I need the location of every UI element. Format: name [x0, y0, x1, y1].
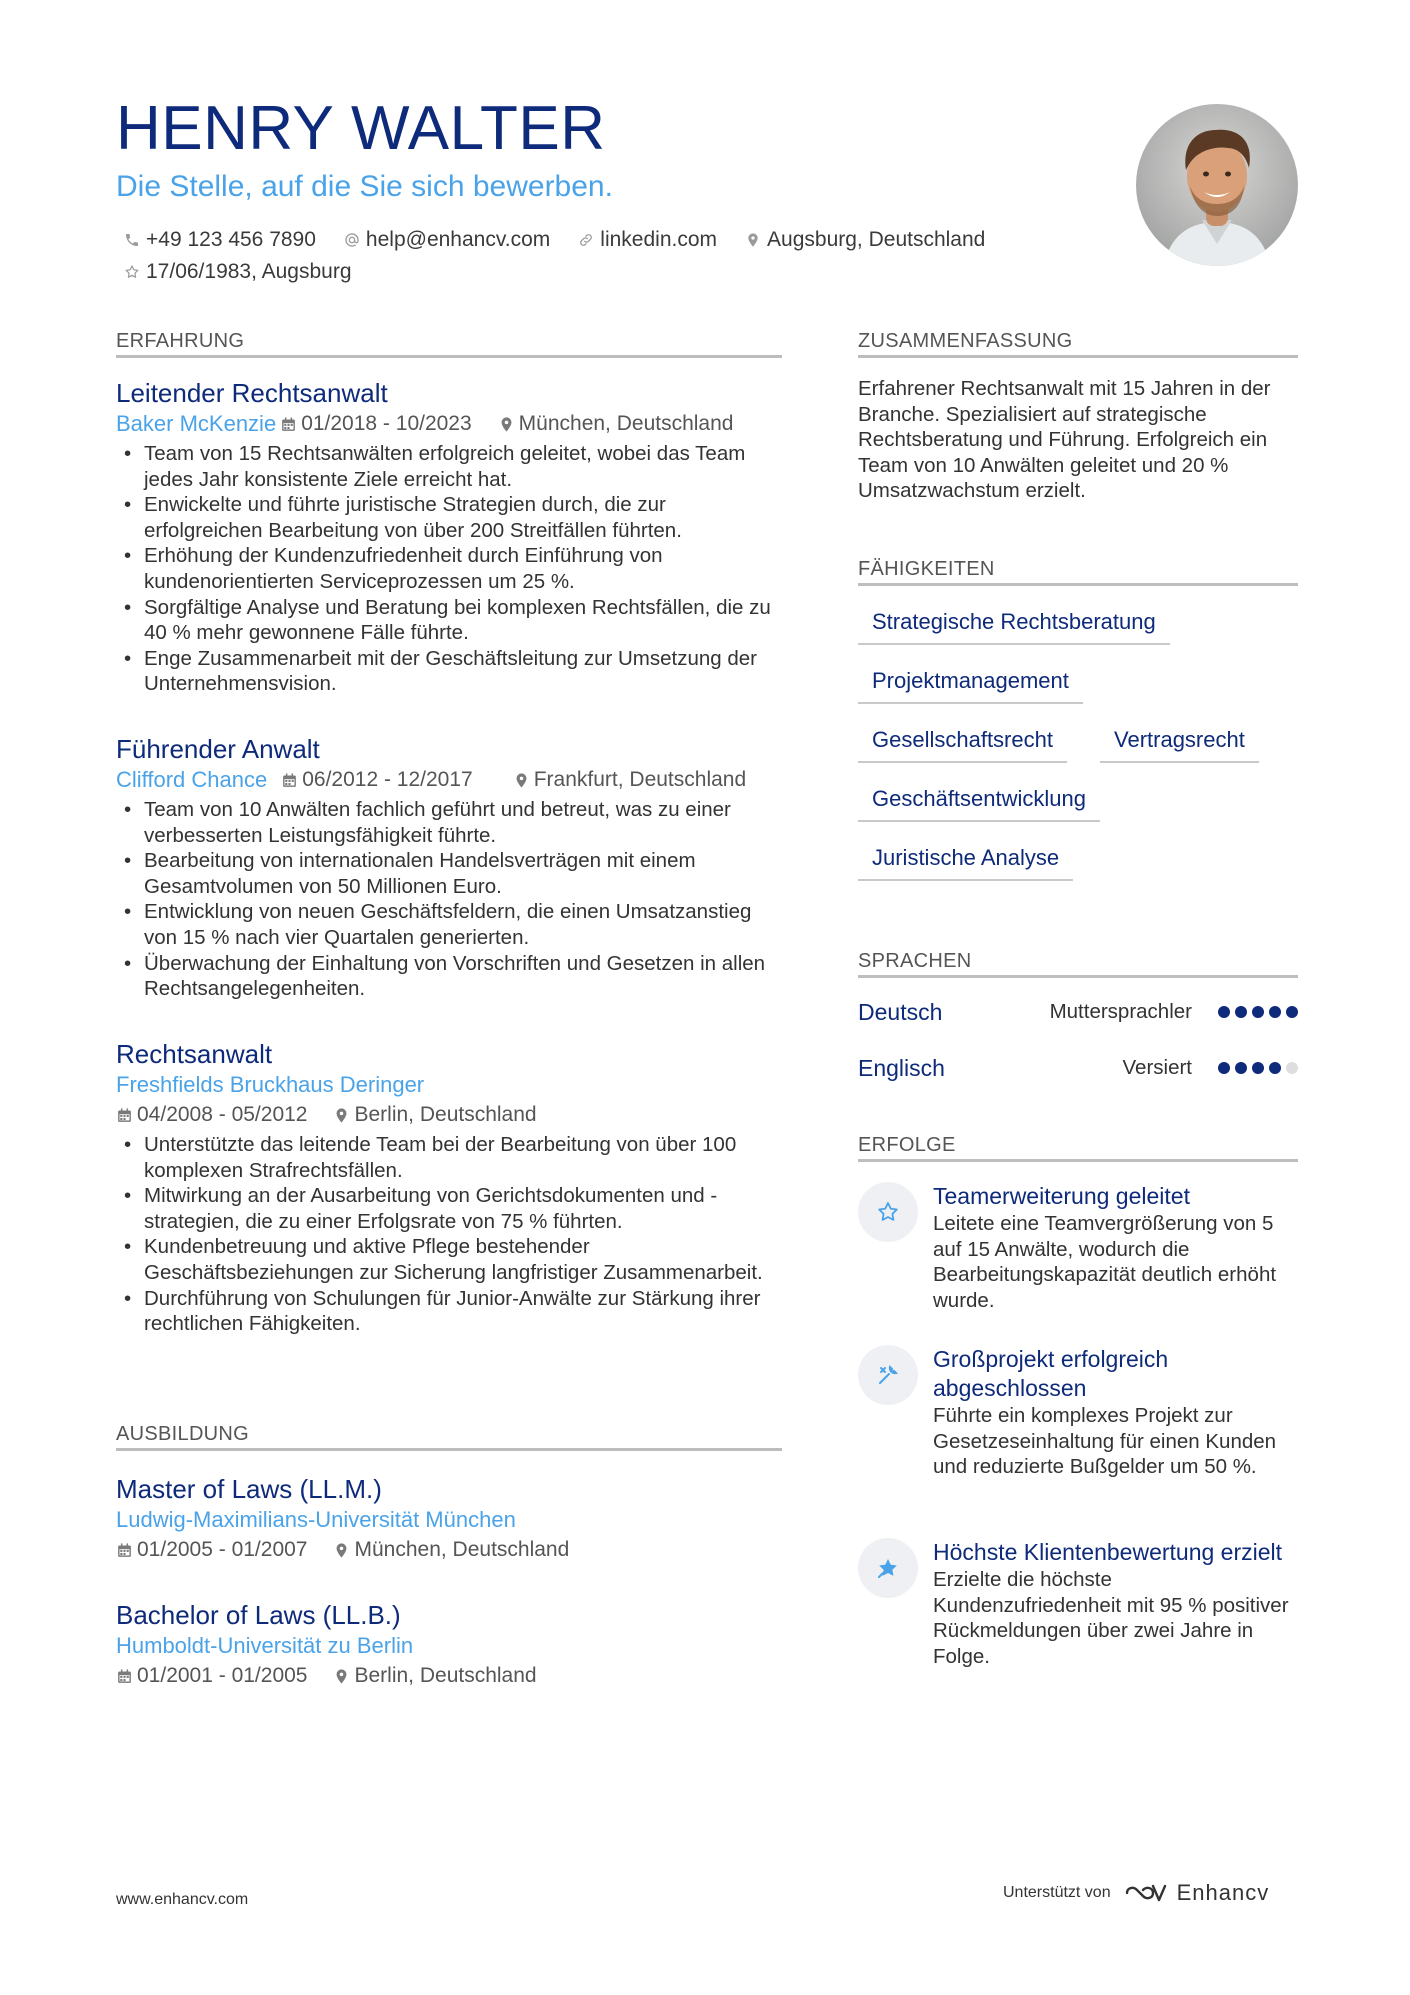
experience-item [116, 1038, 782, 1337]
job-bullet: • Enwickelte und führte juristische Strategien durch, die zur erfolgreichen Bearbeitung von über 200 Streitfällen führten. [116, 492, 782, 543]
contact-email[interactable]: help@enhancv.com [342, 228, 550, 252]
map-pin-icon [513, 772, 530, 789]
link-icon [576, 230, 596, 250]
candidate-name: HENRY WALTER [116, 94, 606, 163]
job-bullet: • Team von 10 Anwälten fachlich geführt und betreut, was zu einer verbesserten Leistungsfähigkeit führte. [116, 797, 782, 848]
education-dates: 01/2005 - 01/2007 [137, 1538, 308, 1561]
education-item [116, 1473, 782, 1565]
job-location: Berlin, Deutschland [354, 1103, 537, 1126]
job-bullet: • Bearbeitung von internationalen Handelsverträgen mit einem Gesamtvolumen von 50 Millionen Euro. [116, 848, 782, 899]
education-dates: 01/2001 - 01/2005 [137, 1664, 308, 1687]
degree-title: Master of Laws (LL.M.) [116, 1474, 382, 1504]
job-bullet: • Unterstützte das leitende Team bei der Bearbeitung von über 100 komplexen Strafrechtsfällen. [116, 1132, 782, 1183]
language-rating [1213, 1062, 1298, 1074]
calendar-icon [116, 1542, 133, 1559]
contact-birth: 17/06/1983, Augsburg [122, 260, 352, 284]
tools-icon [858, 1345, 918, 1405]
rating-dot-filled [1269, 1062, 1281, 1074]
education-item [116, 1599, 782, 1691]
phone-icon [122, 230, 142, 250]
education-location: Berlin, Deutschland [354, 1664, 537, 1687]
language-item [858, 996, 1298, 1028]
star-outline-icon [858, 1182, 918, 1242]
degree-title: Bachelor of Laws (LL.B.) [116, 1600, 401, 1630]
job-bullet: • Mitwirkung an der Ausarbeitung von Gerichtsdokumenten und -strategien, die zu einer Erfolgsrate von 75 % führten. [116, 1183, 782, 1234]
footer-branding [1003, 1880, 1269, 1906]
job-dates: 06/2012 - 12/2017 [302, 768, 473, 791]
rating-dot-filled [1286, 1006, 1298, 1018]
company-name: Baker McKenzie [116, 411, 277, 436]
rating-dot-filled [1269, 1006, 1281, 1018]
section-header-skills: FÄHIGKEITEN [858, 558, 1298, 586]
rating-dot-filled [1252, 1062, 1264, 1074]
job-bullet: • Sorgfältige Analyse und Beratung bei komplexen Rechtsfällen, die zu 40 % mehr gewonnene Fälle führte. [116, 595, 782, 646]
job-bullet: • Durchführung von Schulungen für Junior-Anwälte zur Stärkung ihrer rechtlichen Fähigkeiten. [116, 1286, 782, 1337]
experience-item [116, 377, 782, 697]
language-item [858, 1052, 1298, 1084]
brand-name: Enhancv [1176, 1880, 1270, 1905]
job-bullet: • Kundenbetreuung und aktive Pflege bestehender Geschäftsbeziehungen zur Sicherung langfristiger Zusammenarbeit. [116, 1234, 782, 1285]
school-name: Humboldt-Universität zu Berlin [116, 1633, 414, 1658]
language-name: Deutsch [858, 998, 943, 1025]
section-header-education: AUSBILDUNG [116, 1423, 782, 1451]
job-bullet: • Enge Zusammenarbeit mit der Geschäftsleitung zur Umsetzung der Unternehmensvision. [116, 646, 782, 697]
job-bullet: • Team von 15 Rechtsanwälten erfolgreich geleitet, wobei das Team jedes Jahr konsistente Ziele erreicht hat. [116, 441, 782, 492]
section-header-achievements: ERFOLGE [858, 1134, 1298, 1162]
job-location: Frankfurt, Deutschland [533, 768, 747, 791]
rating-dot-filled [1235, 1006, 1247, 1018]
target-position: Die Stelle, auf die Sie sich bewerben. [116, 170, 613, 203]
language-level: Muttersprachler [1049, 1000, 1192, 1023]
school-name: Ludwig-Maximilians-Universität München [116, 1507, 516, 1532]
achievement-description: Leitete eine Teamvergrößerung von 5 auf 15 Anwälte, wodurch die Bearbeitungskapazität deutlich erhöht wurde. [933, 1212, 1277, 1312]
company-name: Clifford Chance [116, 767, 268, 792]
language-rating [1213, 1006, 1298, 1018]
contact-location: Augsburg, Deutschland [743, 228, 985, 252]
contact-phone: +49 123 456 7890 [122, 228, 316, 252]
contact-linkedin[interactable]: linkedin.com [576, 228, 717, 252]
company-name: Freshfields Bruckhaus Deringer [116, 1072, 425, 1097]
section-header-languages: SPRACHEN [858, 950, 1298, 978]
calendar-icon [116, 1668, 133, 1685]
enhancv-logo-icon [1123, 1881, 1169, 1905]
map-pin-icon [333, 1668, 350, 1685]
skill-tag: Geschäftsentwicklung [858, 784, 1100, 822]
job-bullet: • Entwicklung von neuen Geschäftsfeldern, die einen Umsatzanstieg von 15 % nach vier Quartalen generierten. [116, 899, 782, 950]
skill-tag: Projektmanagement [858, 666, 1083, 704]
experience-item [116, 733, 782, 1002]
map-pin-icon [743, 230, 763, 250]
map-pin-icon [333, 1542, 350, 1559]
section-header-summary: ZUSAMMENFASSUNG [858, 330, 1298, 358]
section-header-experience: ERFAHRUNG [116, 330, 782, 358]
language-level: Versiert [1122, 1056, 1192, 1079]
achievement-title: Großprojekt erfolgreich abgeschlossen [933, 1346, 1169, 1401]
rating-dot-filled [1252, 1006, 1264, 1018]
job-bullet: • Überwachung der Einhaltung von Vorschriften und Gesetzen in allen Rechtsangelegenheiten. [116, 951, 782, 1002]
job-title: Führender Anwalt [116, 734, 320, 764]
achievement-description: Erzielte die höchste Kundenzufriedenheit mit 95 % positiver Rückmeldungen über zwei Jahre in Folge. [933, 1568, 1289, 1668]
star-badge-icon [858, 1538, 918, 1598]
skill-tag: Strategische Rechtsberatung [858, 607, 1170, 645]
job-title: Rechtsanwalt [116, 1039, 273, 1069]
education-location: München, Deutschland [354, 1538, 570, 1561]
skill-tag: Gesellschaftsrecht [858, 725, 1067, 763]
job-dates: 01/2018 - 10/2023 [301, 412, 472, 435]
star-icon [122, 262, 142, 282]
contact-info [122, 224, 1082, 288]
achievement-title: Teamerweiterung geleitet [933, 1183, 1190, 1209]
job-bullet: • Erhöhung der Kundenzufriedenheit durch Einführung von kundenorientierten Serviceprozessen um 25 %. [116, 543, 782, 594]
job-dates: 04/2008 - 05/2012 [137, 1103, 308, 1126]
calendar-icon [280, 416, 297, 433]
job-location: München, Deutschland [518, 412, 734, 435]
job-title: Leitender Rechtsanwalt [116, 378, 388, 408]
calendar-icon [116, 1107, 133, 1124]
map-pin-icon [333, 1107, 350, 1124]
language-name: Englisch [858, 1054, 945, 1081]
rating-dot-filled [1218, 1062, 1230, 1074]
map-pin-icon [498, 416, 515, 433]
rating-dot-filled [1235, 1062, 1247, 1074]
rating-dot-filled [1218, 1006, 1230, 1018]
summary-text: Erfahrener Rechtsanwalt mit 15 Jahren in der Branche. Spezialisiert auf strategische Rechtsberatung und Führung. Erfolgreich ein Team von 10 Anwälten geleitet und 20 % Umsatzwachstum erzielt. [858, 377, 1271, 503]
powered-by-text: Unterstützt von [1003, 1884, 1111, 1901]
calendar-icon [281, 772, 298, 789]
footer-website[interactable]: www.enhancv.com [116, 1891, 249, 1908]
skill-tag: Vertragsrecht [1100, 725, 1259, 763]
achievement-title: Höchste Klientenbewertung erzielt [933, 1539, 1283, 1565]
at-icon [342, 230, 362, 250]
achievement-description: Führte ein komplexes Projekt zur Gesetzeseinhaltung für einen Kunden und reduzierte Bußgelder um 50 %. [933, 1404, 1277, 1479]
profile-photo [1136, 104, 1298, 266]
skill-tag: Juristische Analyse [858, 843, 1073, 881]
rating-dot-empty [1286, 1062, 1298, 1074]
